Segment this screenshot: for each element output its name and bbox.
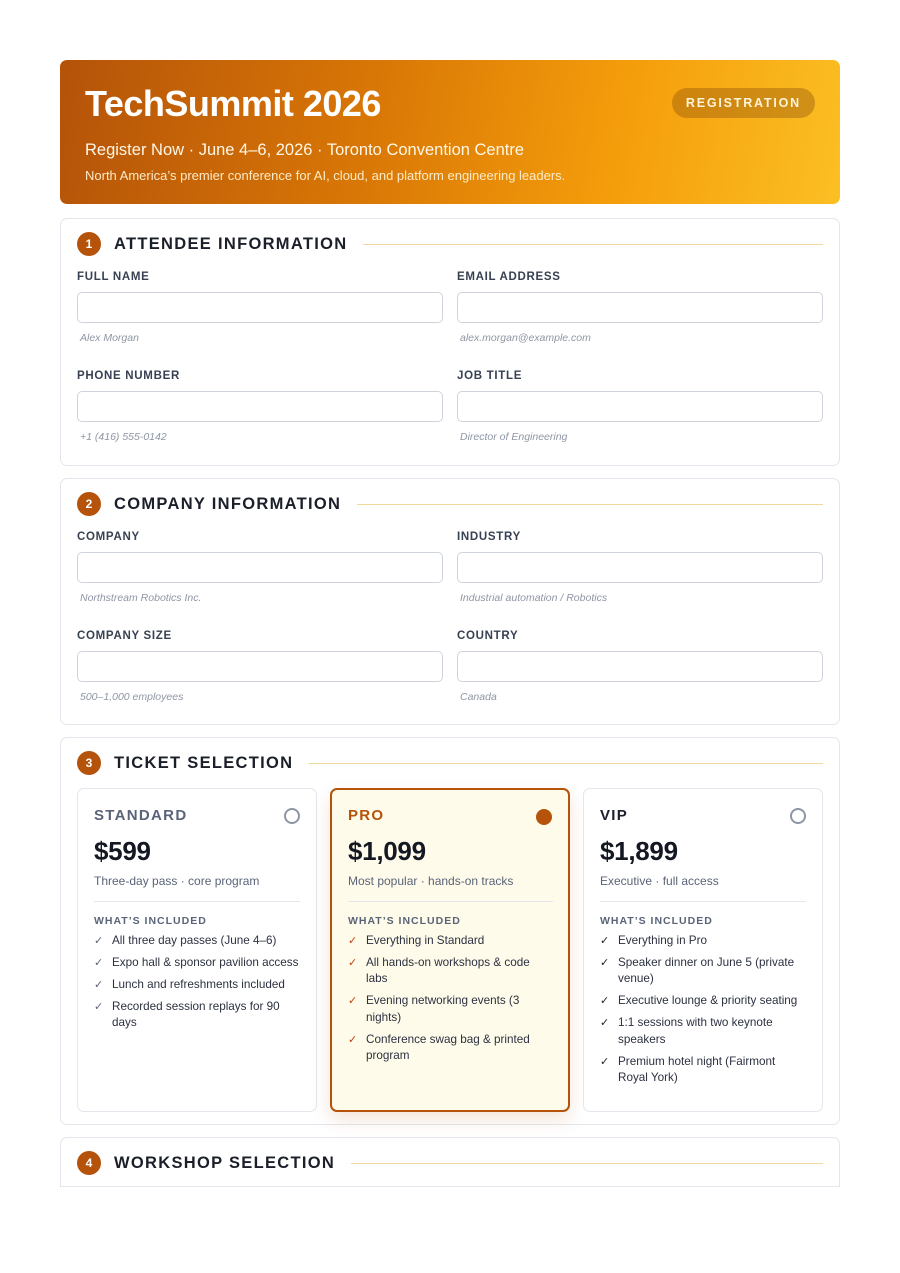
section-number-badge: 1 — [77, 232, 101, 256]
company-size-input[interactable] — [77, 651, 443, 682]
feature-item — [600, 1054, 806, 1087]
check-icon: ✓ — [348, 934, 358, 947]
included-label: WHAT’S INCLUDED — [348, 915, 461, 927]
feature-item — [600, 1015, 806, 1048]
company-hint: Northstream Robotics Inc. — [80, 592, 202, 604]
section-number-badge: 4 — [77, 1151, 101, 1175]
ticket-card-vip[interactable] — [583, 788, 823, 1112]
check-icon: ✓ — [348, 1033, 358, 1046]
radio-unselected-icon[interactable] — [790, 808, 806, 824]
company-section — [60, 478, 840, 725]
phone-hint: +1 (416) 555-0142 — [80, 431, 167, 443]
registration-badge: REGISTRATION — [672, 88, 815, 118]
ticket-section-header — [77, 751, 823, 775]
industry-input[interactable] — [457, 552, 823, 583]
ticket-name: VIP — [600, 807, 629, 824]
feature-text: Recorded session replays for 90 days — [112, 999, 280, 1029]
company-input[interactable] — [77, 552, 443, 583]
section-divider — [351, 1163, 823, 1164]
feature-item — [348, 933, 553, 950]
ticket-description: Three-day pass · core program — [94, 874, 260, 888]
feature-text: 1:1 sessions with two keynote speakers — [618, 1016, 773, 1046]
check-icon: ✓ — [94, 1000, 104, 1013]
check-icon: ✓ — [600, 1017, 610, 1029]
section-number-badge: 3 — [77, 751, 101, 775]
check-icon: ✓ — [94, 934, 104, 947]
feature-item — [600, 955, 806, 988]
check-icon: ✓ — [348, 995, 358, 1007]
phone-label: PHONE NUMBER — [77, 370, 180, 382]
full-name-label: FULL NAME — [77, 271, 150, 283]
ticket-name: STANDARD — [94, 807, 188, 824]
feature-item — [348, 955, 553, 988]
job-title-label: JOB TITLE — [457, 370, 523, 382]
included-label: WHAT’S INCLUDED — [600, 915, 713, 927]
check-icon: ✓ — [600, 956, 610, 969]
phone-input[interactable] — [77, 391, 443, 422]
feature-item — [348, 1032, 553, 1065]
feature-text: Evening networking events (3 nights) — [366, 994, 520, 1024]
event-subtitle: Register Now · June 4–6, 2026 · Toronto Convention Centre — [85, 141, 525, 159]
feature-text: Conference swag bag & printed program — [366, 1032, 530, 1062]
feature-text: Premium hotel night (Fairmont Royal York) — [618, 1054, 776, 1084]
email-hint: alex.morgan@example.com — [460, 332, 591, 344]
company-size-hint: 500–1,000 employees — [80, 691, 184, 703]
feature-text: Everything in Pro — [618, 933, 707, 947]
ticket-divider — [94, 901, 300, 902]
feature-item — [94, 955, 300, 972]
job-title-hint: Director of Engineering — [460, 431, 568, 443]
job-title-input[interactable] — [457, 391, 823, 422]
feature-text: Expo hall & sponsor pavilion access — [112, 955, 299, 969]
radio-unselected-icon[interactable] — [284, 808, 300, 824]
section-title: WORKSHOP SELECTION — [114, 1153, 336, 1172]
ticket-section — [60, 737, 840, 1125]
ticket-card-pro[interactable] — [330, 788, 570, 1112]
ticket-divider — [348, 901, 553, 902]
feature-list — [600, 933, 806, 1087]
section-title: COMPANY INFORMATION — [114, 494, 342, 513]
job-title-field — [457, 369, 823, 443]
ticket-name: PRO — [348, 807, 385, 824]
section-divider — [363, 244, 823, 245]
ticket-price: $1,099 — [348, 836, 426, 866]
section-title: ATTENDEE INFORMATION — [114, 234, 348, 253]
feature-list — [94, 933, 300, 1032]
workshop-section-header — [77, 1151, 823, 1175]
attendee-section-header — [77, 232, 823, 256]
feature-text: All hands-on workshops & code labs — [366, 955, 530, 985]
check-icon: ✓ — [600, 995, 610, 1007]
phone-field — [77, 369, 443, 443]
email-label: EMAIL ADDRESS — [457, 271, 561, 283]
check-icon: ✓ — [600, 934, 610, 947]
ticket-description: Most popular · hands-on tracks — [348, 874, 514, 888]
email-field — [457, 270, 823, 344]
full-name-hint: Alex Morgan — [80, 332, 139, 344]
workshop-section — [60, 1137, 840, 1187]
ticket-description: Executive · full access — [600, 874, 719, 888]
feature-item — [94, 933, 300, 950]
feature-item — [94, 977, 300, 994]
industry-label: INDUSTRY — [457, 531, 521, 543]
ticket-price: $1,899 — [600, 836, 678, 866]
company-field — [77, 530, 443, 604]
radio-selected-icon[interactable] — [536, 809, 552, 825]
check-icon: ✓ — [348, 956, 358, 969]
feature-text: Everything in Standard — [366, 933, 485, 947]
feature-text: Lunch and refreshments included — [112, 977, 285, 991]
industry-field — [457, 530, 823, 604]
feature-item — [94, 999, 300, 1032]
country-hint: Canada — [460, 691, 497, 703]
country-label: COUNTRY — [457, 630, 519, 642]
section-title: TICKET SELECTION — [114, 753, 294, 772]
section-divider — [309, 763, 823, 764]
full-name-field — [77, 270, 443, 344]
country-field — [457, 629, 823, 703]
email-input[interactable] — [457, 292, 823, 323]
feature-list — [348, 933, 553, 1065]
included-label: WHAT’S INCLUDED — [94, 915, 207, 927]
ticket-card-standard[interactable] — [77, 788, 317, 1112]
section-number-badge: 2 — [77, 492, 101, 516]
hero-header — [60, 60, 840, 204]
company-size-field — [77, 629, 443, 703]
feature-text: Speaker dinner on June 5 (private venue) — [618, 955, 795, 985]
industry-hint: Industrial automation / Robotics — [460, 592, 608, 604]
company-label: COMPANY — [77, 531, 140, 543]
feature-text: Executive lounge & priority seating — [618, 994, 798, 1007]
ticket-price: $599 — [94, 836, 151, 866]
check-icon: ✓ — [94, 956, 104, 969]
feature-text: All three day passes (June 4–6) — [112, 933, 277, 947]
ticket-divider — [600, 901, 806, 902]
check-icon: ✓ — [94, 978, 104, 991]
check-icon: ✓ — [600, 1055, 610, 1068]
section-divider — [357, 504, 823, 505]
company-section-header — [77, 492, 823, 516]
full-name-input[interactable] — [77, 292, 443, 323]
event-tagline: North America’s premier conference for AI, cloud, and platform engineering leaders. — [85, 168, 566, 183]
feature-item — [600, 993, 806, 1010]
page-title: TechSummit 2026 — [85, 83, 381, 124]
country-input[interactable] — [457, 651, 823, 682]
attendee-section — [60, 218, 840, 466]
feature-item — [348, 993, 553, 1026]
feature-item — [600, 933, 806, 950]
company-size-label: COMPANY SIZE — [77, 630, 172, 642]
